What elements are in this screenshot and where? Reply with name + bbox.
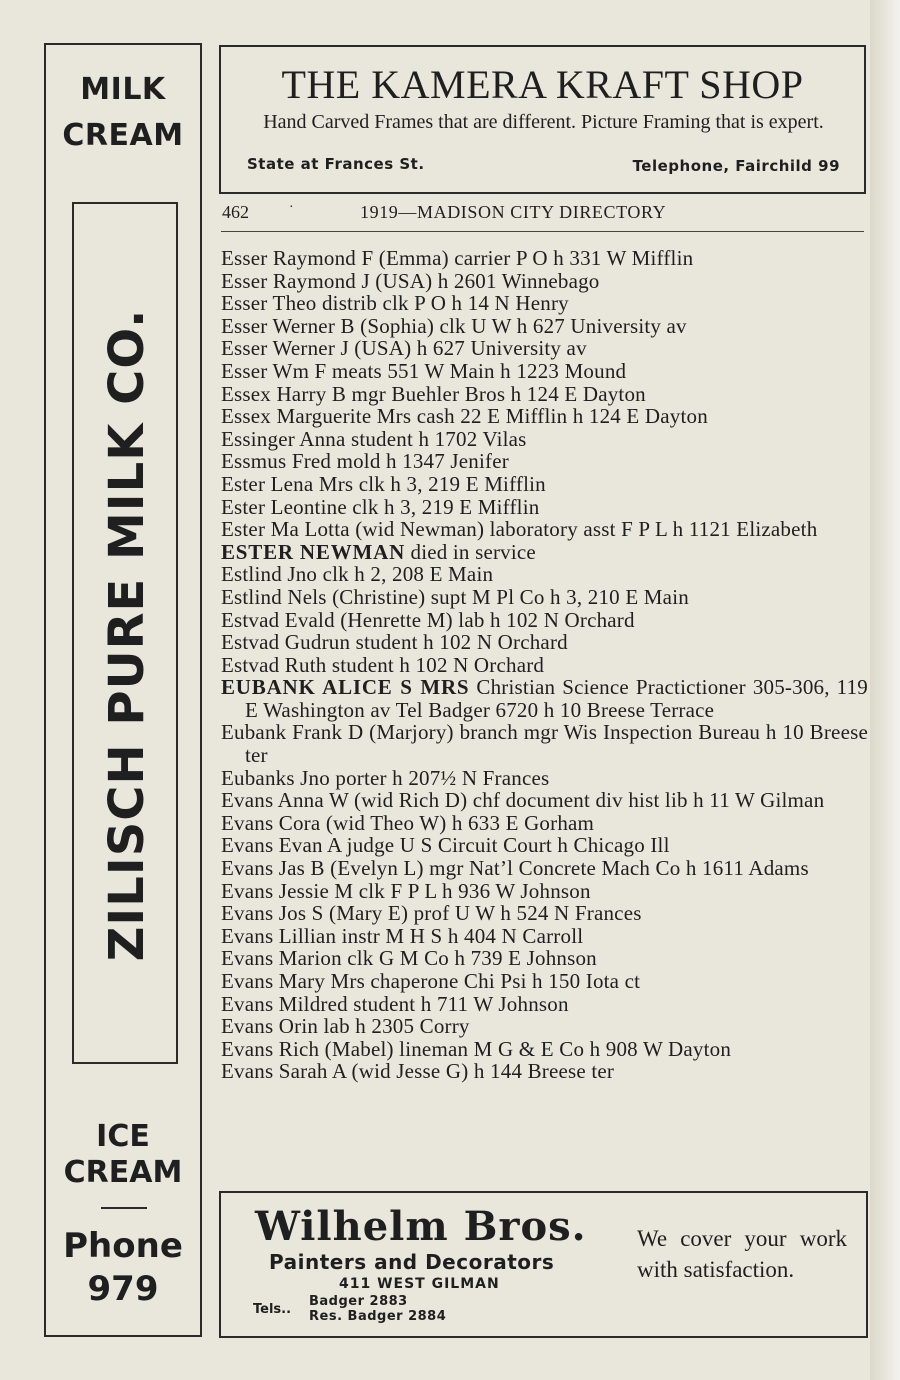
entry-text: Esser Raymond F (Emma) carrier P O h 331 W Mifflin	[221, 246, 694, 270]
header-dot: ·	[289, 200, 294, 215]
entry-text: Evans Mary Mrs chaperone Chi Psi h 150 Iota ct	[221, 969, 641, 993]
entry-text: Evans Sarah A (wid Jesse G) h 144 Breese ter	[221, 1059, 615, 1084]
firm-slogan: We cover your work with satisfaction.	[637, 1226, 847, 1282]
directory-entry	[221, 496, 868, 519]
entry-text: Evans Marion clk G M Co h 739 E Johnson	[221, 946, 597, 971]
directory-entry	[221, 450, 868, 473]
entry-text: Christian Science Practictioner 305-306, 119 E Washington av Tel Badger 6720 h 10 Breese Terrace	[245, 675, 868, 722]
directory-entry	[221, 767, 868, 790]
entry-text: Evans Jos S (Mary E) prof U W h 524 N Frances	[221, 901, 642, 926]
directory-entry	[221, 721, 868, 766]
directory-entry	[221, 405, 868, 428]
entry-text: Evans Rich (Mabel) lineman M G & E Co h 908 W Dayton	[221, 1036, 732, 1061]
entry-text: Esser Werner J (USA) h 627 University av	[221, 336, 587, 361]
milk-label: MILK	[80, 72, 166, 107]
page-header	[222, 202, 864, 226]
directory-entry	[221, 518, 868, 541]
directory-entry	[221, 428, 868, 451]
entry-text: Estlind Nels (Christine) supt M Pl Co h 3, 210 E Main	[221, 584, 689, 609]
entry-text: Esser Werner B (Sophia) clk U W h 627 University av	[221, 313, 687, 338]
entry-text: Essex Harry B mgr Buehler Bros h 124 E Dayton	[221, 381, 646, 406]
entry-text: Estvad Ruth student h 102 N Orchard	[221, 652, 545, 677]
header-rule	[221, 231, 864, 232]
directory-entry	[221, 383, 868, 406]
directory-entry	[221, 609, 868, 632]
left-milk-advertisement	[44, 43, 202, 1337]
tels-label: Tels..	[253, 1302, 292, 1317]
shop-title: THE KAMERA KRAFT SHOP	[281, 62, 804, 107]
company-name-box	[72, 202, 178, 1064]
page-number: 462	[222, 202, 249, 222]
shop-address: State at Frances St.	[247, 155, 425, 173]
wilhelm-bros-advertisement	[219, 1191, 868, 1338]
tel-line-business: Badger 2883	[309, 1294, 408, 1309]
directory-entry	[221, 925, 868, 948]
phone-number: 979	[87, 1269, 159, 1309]
entry-text: Esser Raymond J (USA) h 2601 Winnebago	[221, 268, 600, 293]
entry-text: Estlind Jno clk h 2, 208 E Main	[221, 562, 494, 587]
entry-text: Eubank Frank D (Marjory) branch mgr Wis Inspection Bureau h 10 Breese ter	[221, 720, 868, 768]
entry-text: Ester Leontine clk h 3, 219 E Mifflin	[221, 494, 540, 519]
phone-label: Phone	[63, 1226, 183, 1266]
page-edge	[870, 0, 900, 1380]
firm-name: Wilhelm Bros.	[255, 1203, 587, 1250]
directory-entry	[221, 654, 868, 677]
entry-text: Essinger Anna student h 1702 Vilas	[221, 426, 527, 451]
directory-entry	[221, 1038, 868, 1061]
directory-entry	[221, 586, 868, 609]
directory-title: 1919—MADISON CITY DIRECTORY	[360, 202, 667, 222]
directory-entry	[221, 947, 868, 970]
entry-text: Evans Mildred student h 711 W Johnson	[221, 991, 569, 1016]
entry-bold-name: ESTER NEWMAN	[221, 539, 406, 564]
directory-entry	[221, 993, 868, 1016]
directory-entry	[221, 676, 868, 721]
shop-telephone: Telephone, Fairchild 99	[632, 157, 840, 175]
entry-text: Evans Cora (wid Theo W) h 633 E Gorham	[221, 810, 595, 835]
entry-text: Esser Wm F meats 551 W Main h 1223 Mound	[221, 358, 627, 383]
entry-text: Essex Marguerite Mrs cash 22 E Mifflin h 124 E Dayton	[221, 404, 708, 429]
shop-tagline: Hand Carved Frames that are different. Picture Framing that is expert.	[263, 111, 824, 133]
directory-entry	[221, 812, 868, 835]
entry-text: Ester Lena Mrs clk h 3, 219 E Mifflin	[221, 471, 546, 496]
directory-entry	[221, 1060, 868, 1083]
entry-text: Estvad Gudrun student h 102 N Orchard	[221, 630, 568, 655]
directory-entries	[221, 247, 868, 1083]
directory-entry	[221, 563, 868, 586]
entry-text: Estvad Evald (Henrette M) lab h 102 N Orchard	[221, 607, 635, 632]
entry-text: died in service	[405, 539, 536, 564]
milk-cream-heading	[46, 67, 200, 159]
entry-text: Evans Evan A judge U S Circuit Court h Chicago Ill	[221, 833, 670, 858]
directory-entry	[221, 292, 868, 315]
firm-street: 411 WEST GILMAN	[339, 1276, 500, 1292]
directory-entry	[221, 473, 868, 496]
company-name-vertical: ZILISCH PURE MILK CO.	[99, 308, 155, 962]
entry-text: Essmus Fred mold h 1347 Jenifer	[221, 449, 509, 474]
directory-entry	[221, 902, 868, 925]
cream-label: CREAM	[62, 118, 184, 153]
directory-entry	[221, 789, 868, 812]
ice-label: ICE	[96, 1119, 150, 1154]
entry-bold-name: EUBANK ALICE S MRS	[221, 675, 470, 700]
kamera-kraft-advertisement	[219, 45, 866, 194]
entry-text: Evans Anna W (wid Rich D) chf document div hist lib h 11 W Gilman	[221, 788, 825, 813]
entry-text: Evans Lillian instr M H S h 404 N Carroll	[221, 923, 584, 948]
directory-entry	[221, 270, 868, 293]
ice-cream-heading	[46, 1119, 200, 1191]
phone-block	[46, 1225, 200, 1311]
entry-text: Evans Orin lab h 2305 Corry	[221, 1014, 470, 1039]
directory-entry	[221, 631, 868, 654]
ice-cream-label: CREAM	[63, 1155, 183, 1190]
directory-entry	[221, 857, 868, 880]
entry-text: Evans Jas B (Evelyn L) mgr Nat’l Concrete Mach Co h 1611 Adams	[221, 856, 809, 881]
directory-entry	[221, 880, 868, 903]
firm-subtitle: Painters and Decorators	[269, 1250, 555, 1274]
ad-divider	[101, 1207, 147, 1209]
entry-text: Ester Ma Lotta (wid Newman) laboratory asst F P L h 1121 Elizabeth	[221, 517, 818, 542]
directory-entry	[221, 834, 868, 857]
directory-entry	[221, 315, 868, 338]
directory-entry	[221, 970, 868, 993]
directory-entry	[221, 337, 868, 360]
directory-entry	[221, 247, 868, 270]
directory-entry	[221, 541, 868, 564]
directory-entry	[221, 1015, 868, 1038]
entry-text: Esser Theo distrib clk P O h 14 N Henry	[221, 291, 569, 316]
entry-text: Evans Jessie M clk F P L h 936 W Johnson	[221, 878, 591, 903]
entry-text: Eubanks Jno porter h 207½ N Frances	[221, 765, 550, 790]
tel-line-residence: Res. Badger 2884	[309, 1309, 447, 1324]
directory-entry	[221, 360, 868, 383]
